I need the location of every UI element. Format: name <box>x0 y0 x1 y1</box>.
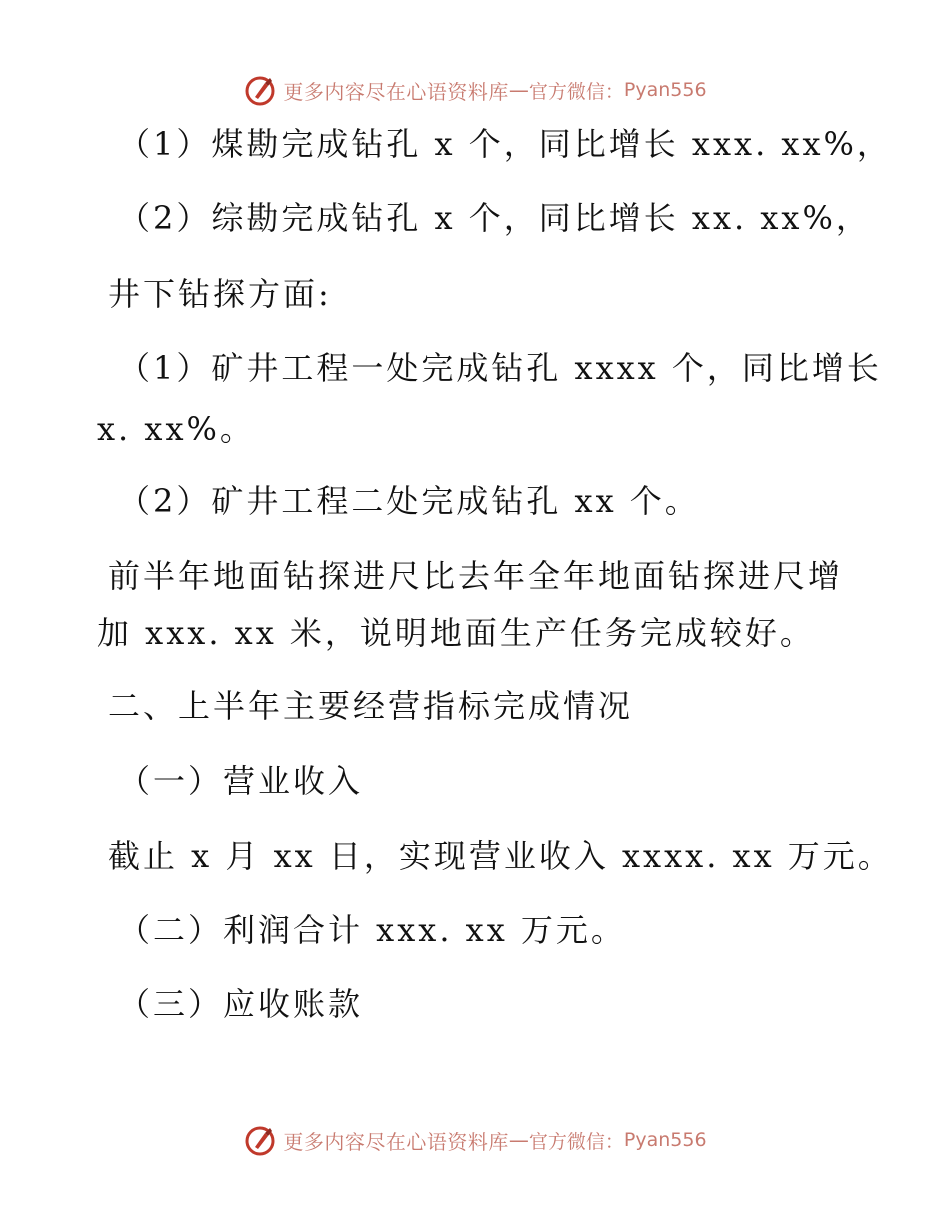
body-line-8: 加 xxx. xx 米，说明地面生产任务完成较好。 <box>97 614 815 652</box>
subsection-heading-1: （一）营业收入 <box>118 762 364 800</box>
subsection-heading-3: （三）应收账款 <box>118 985 364 1023</box>
watermark-wechat-id: Pyan556 <box>623 79 707 101</box>
watermark-wechat-id: Pyan556 <box>623 1129 707 1151</box>
watermark-slogan: 更多内容尽在心语资料库 <box>283 1129 509 1154</box>
watermark-wechat-label: 官方微信： <box>528 80 624 103</box>
body-line-3: 井下钻探方面: <box>108 275 332 313</box>
quill-logo-icon <box>243 73 277 107</box>
body-line-11: 截止 x 月 xx 日，实现营业收入 xxxx. xx 万元。 <box>108 837 893 875</box>
watermark-dash: — <box>508 1128 529 1152</box>
watermark-dash: — <box>508 78 529 102</box>
body-line-2: （2）综勘完成钻孔 x 个，同比增长 xx. xx%， <box>118 199 871 237</box>
header-watermark <box>0 70 950 110</box>
section-heading-2: 二、上半年主要经营指标完成情况 <box>108 687 634 725</box>
subsection-heading-2: （二）利润合计 xxx. xx 万元。 <box>118 911 626 949</box>
body-line-1: （1）煤勘完成钻孔 x 个，同比增长 xxx. xx%， <box>118 125 892 163</box>
watermark-wechat-label: 官方微信： <box>528 1130 624 1153</box>
footer-watermark <box>0 1120 950 1160</box>
body-line-6: （2）矿井工程二处完成钻孔 xx 个。 <box>118 482 700 520</box>
watermark-slogan: 更多内容尽在心语资料库 <box>283 79 509 104</box>
body-line-7: 前半年地面钻探进尺比去年全年地面钻探进尺增 <box>108 557 844 595</box>
quill-logo-icon <box>243 1123 277 1157</box>
body-line-4: （1）矿井工程一处完成钻孔 xxxx 个，同比增长 <box>118 349 882 387</box>
body-line-5: x. xx%。 <box>97 410 255 448</box>
